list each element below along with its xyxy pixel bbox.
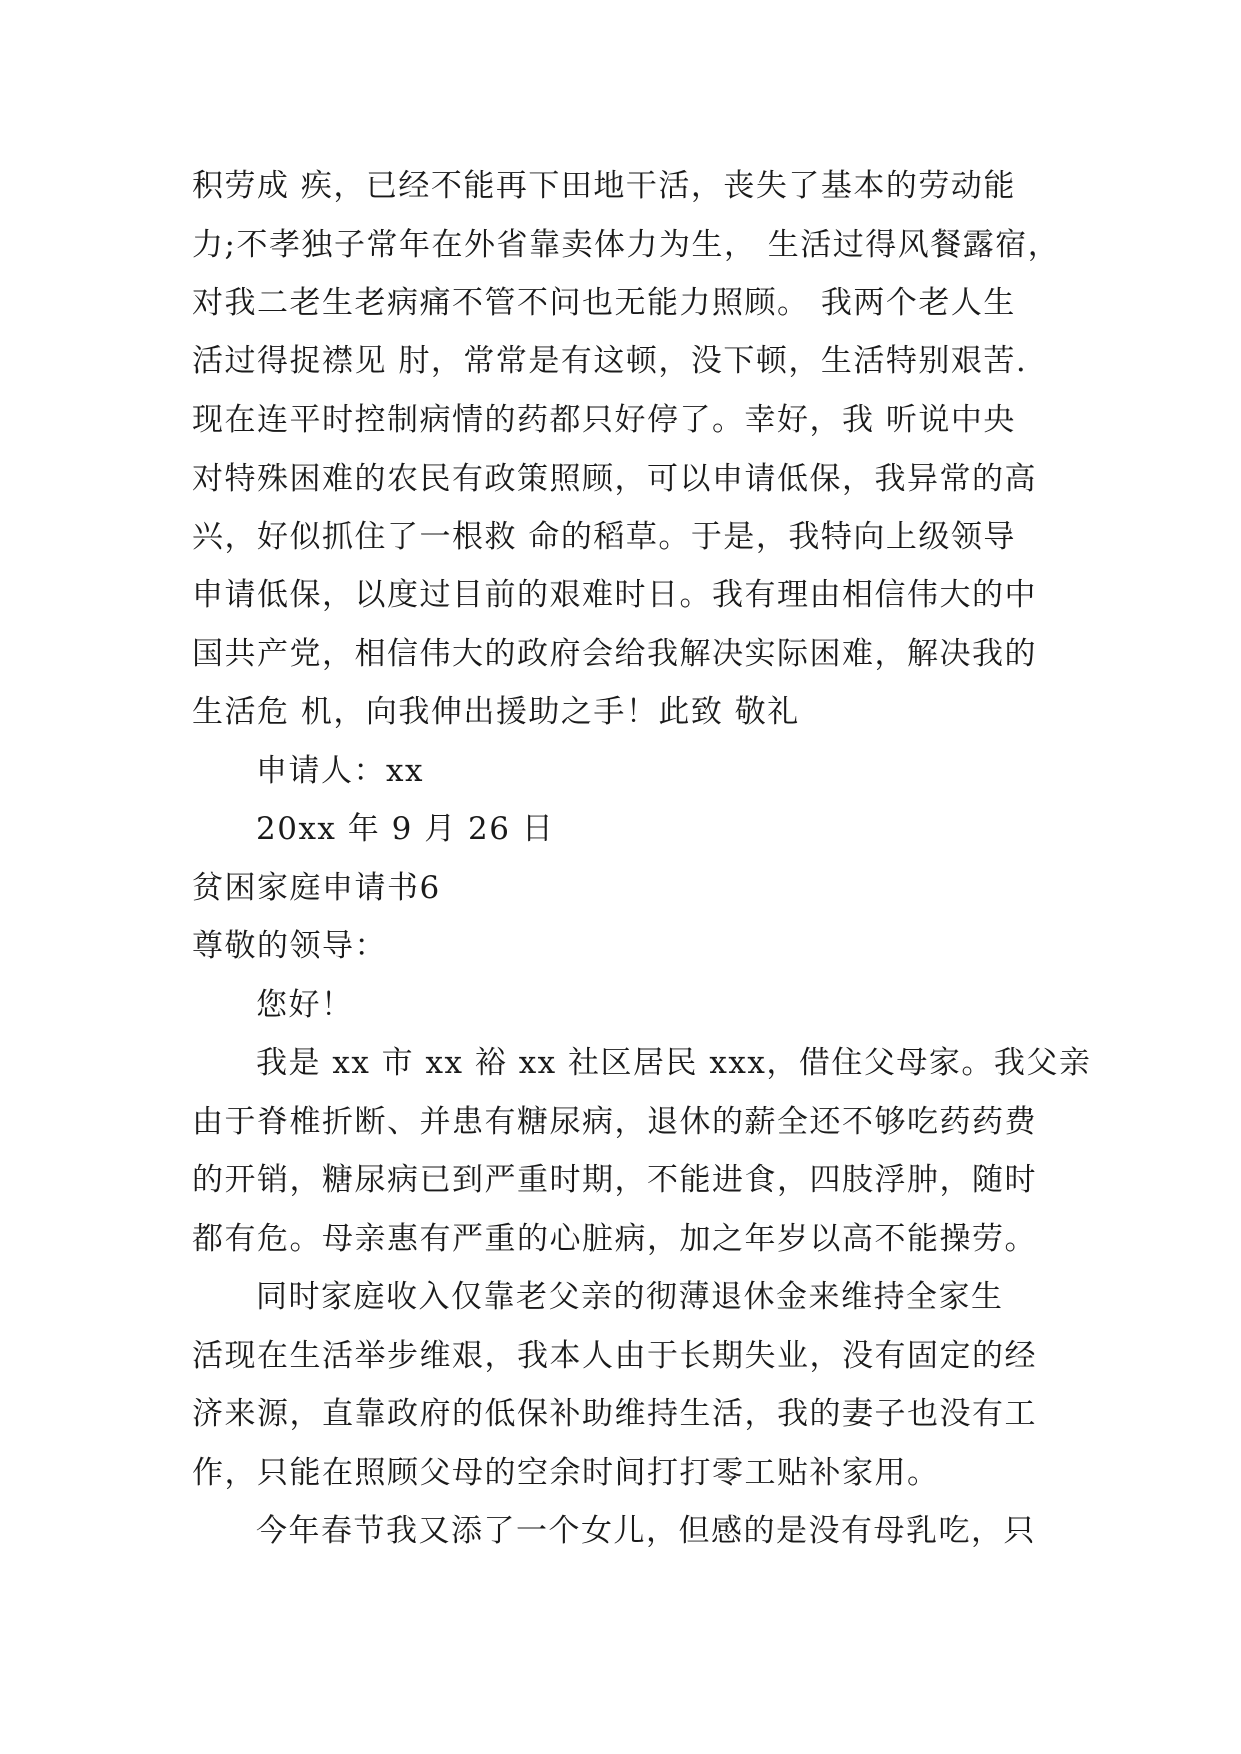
paragraph-line: 对我二老生老病痛不管不问也无能力照顾。 我两个老人生 [192, 285, 1016, 321]
paragraph-line: 积劳成 疾，已经不能再下田地干活，丧失了基本的劳动能 [192, 168, 1016, 204]
signature-date: 20xx 年 9 月 26 日 [256, 811, 555, 847]
paragraph-line: 活过得捉襟见 肘，常常是有这顿，没下顿，生活特别艰苦. [192, 343, 1028, 379]
paragraph-line: 力;不孝独子常年在外省靠卖体力为生， 生活过得风餐露宿， [192, 227, 1061, 263]
paragraph-line: 都有危。母亲惠有严重的心脏病，加之年岁以高不能操劳。 [192, 1221, 1037, 1257]
paragraph-line: 现在连平时控制病情的药都只好停了。幸好，我 听说中央 [192, 402, 1016, 438]
salutation: 尊敬的领导： [192, 928, 387, 964]
paragraph-line: 国共产党，相信伟大的政府会给我解决实际困难，解决我的 [192, 636, 1037, 672]
paragraph-line: 今年春节我又添了一个女儿，但感的是没有母乳吃，只 [256, 1513, 1036, 1549]
paragraph-line: 兴，好似抓住了一根救 命的稻草。于是，我特向上级领导 [192, 519, 1016, 555]
paragraph-line: 申请低保，以度过目前的艰难时日。我有理由相信伟大的中 [192, 577, 1037, 613]
paragraph-line: 济来源，直靠政府的低保补助维持生活，我的妻子也没有工 [192, 1396, 1037, 1432]
paragraph-line: 活现在生活举步维艰，我本人由于长期失业，没有固定的经 [192, 1338, 1037, 1374]
paragraph-line: 同时家庭收入仅靠老父亲的彻薄退休金来维持全家生 [256, 1279, 1004, 1315]
section-title: 贫困家庭申请书6 [192, 870, 441, 906]
paragraph-line: 由于脊椎折断、并患有糖尿病，退休的薪全还不够吃药药费 [192, 1104, 1037, 1140]
paragraph-line: 的开销，糖尿病已到严重时期，不能进食，四肢浮肿，随时 [192, 1162, 1037, 1198]
greeting: 您好！ [256, 987, 354, 1023]
paragraph-line: 生活危 机，向我伸出援助之手！此致 敬礼 [192, 694, 800, 730]
paragraph-line: 对特殊困难的农民有政策照顾，可以申请低保，我异常的高 [192, 461, 1037, 497]
applicant-signature: 申请人：xx [256, 753, 424, 789]
paragraph-line: 作，只能在照顾父母的空余时间打打零工贴补家用。 [192, 1455, 940, 1491]
paragraph-line: 我是 xx 市 xx 裕 xx 社区居民 xxx，借住父母家。我父亲 [256, 1045, 1092, 1081]
